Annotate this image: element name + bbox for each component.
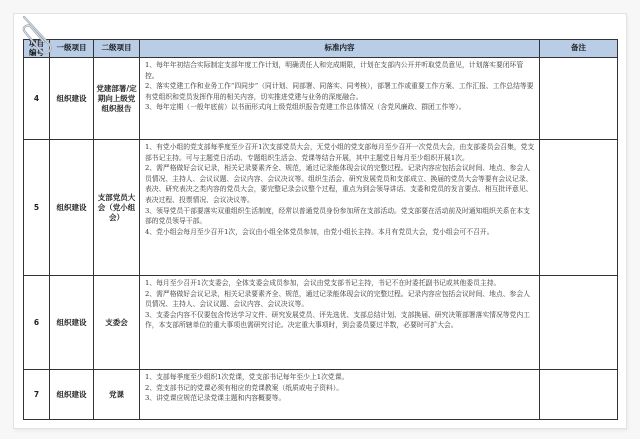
row-standard [140,140,540,276]
table-row [24,276,618,370]
row-note [540,370,618,420]
standard-paragraph: 2、党支部书记的党课必须有相应的党课教案（纸质或电子资料）。 [145,383,344,392]
row-no: 7 [24,370,50,420]
table-row [24,370,618,420]
standard-paragraph: 1、支部每季度至少组织1次党课，党支部书记每年至少上1次党课。 [145,373,349,381]
row-level1: 组织建设 [50,370,94,420]
row-no: 6 [24,276,50,370]
header-level1: 一级项目 [50,40,94,58]
standard-paragraph: 1、每年年初结合实际制定支部年度工作计划，明确责任人和完成期限，计划在支部内公开并听取党员意见，计划落实要闭环管控。 [145,61,524,80]
header-item-no: 项目编号 [24,40,50,58]
row-note [540,276,618,370]
row-level2: 党建部署/定期向上级党组织报告 [94,58,140,140]
document-sheet [14,14,626,428]
standard-paragraph: 2、需严格做好会议记录，相关记录要素齐全、规范，通过记录能体现会议的完整过程。记录内容应包括会议时间、地点、参会人员情况、主持人、会议议题、会议内容、会议决议等。 [145,289,530,309]
row-standard [140,276,540,370]
table-row [24,58,618,140]
row-level1: 组织建设 [50,276,94,370]
row-note [540,140,618,276]
standards-table [23,39,618,420]
header-standard: 标准内容 [140,40,540,58]
table-header-row [24,40,618,58]
header-note: 备注 [540,40,618,58]
row-no: 4 [24,58,50,140]
standard-paragraph: 3、支委会内容不仅要包含传达学习文件、研究发展党员、评先选优、支部总结计划、支部换届、研究决策部署落实情况等党内工作，本支部所辖单位的重大事项也需研究讨论。决定重大事项时，到会委员要过半数，必要时可扩大会。 [145,310,530,330]
standard-paragraph: 3、领导党员干部要落实双重组织生活制度，经常以普通党员身份参加所在支部活动。党支部要在活动前及时通知组织关系在本支部的党员领导干部。 [145,206,530,226]
row-level2: 支委会 [94,276,140,370]
row-standard [140,58,540,140]
standard-paragraph: 2、落实党建工作和业务工作“四同步”（同计划、同部署、同落实、同考核），部署工作或重要工作方案、工作汇报、工作总结等要有党组织和党员发挥作用的相关内容，切实推进党建与业务的深度融合。 [145,82,534,101]
row-standard [140,370,540,420]
header-level2: 二级项目 [94,40,140,58]
row-level2: 支部党员大会（党小组会） [94,140,140,276]
row-no: 5 [24,140,50,276]
row-level2: 党课 [94,370,140,420]
standard-paragraph: 1、每月至少召开1次支委会，全体支委会成员参加，会议由党支部书记主持，书记不在时委托副书记或其他委员主持。 [145,279,501,287]
standard-paragraph: 4、党小组会每月至少召开1次，会议由小组全体党员参加，由党小组长主持。本月有党员大会，党小组会可不召开。 [145,227,494,236]
standard-paragraph: 1、有党小组的党支部每季度至少召开1次支部党员大会，无党小组的党支部每月至少召开一次党员大会，由支部委员会召集，党支部书记主持。可与主题党日活动、专题组织生活会、党课等结合开展，其中主题党日每月至少组织开展1次。 [145,143,535,162]
standard-paragraph: 3、讲党课应规范记录党课主题和内容概要等。 [145,394,286,403]
table-row [24,140,618,276]
standard-paragraph: 3、每年定期（一般年底前）以书面形式向上级党组织报告党建工作总体情况（含党风廉政、群团工作等）。 [145,103,466,112]
row-level1: 组织建设 [50,140,94,276]
standard-paragraph: 2、需严格做好会议记录，相关记录要素齐全、规范，通过记录能体现会议的完整过程。记录内容应包括会议时间、地点、参会人员情况、主持人、会议议题、会议内容、会议决议等。组织生活会、研究发展党员和支部成立、换届的党员大会等要有会议记录、表决、研究表决之类内容的党员大会，要完整记录会议整个过程，重点为到会领导讲话、支委和党员的发言要点、相互批评意见、表决过程、投票情况、会议决议等。 [145,164,533,204]
paperclip-icon [18,14,56,58]
row-note [540,58,618,140]
row-level1: 组织建设 [50,58,94,140]
